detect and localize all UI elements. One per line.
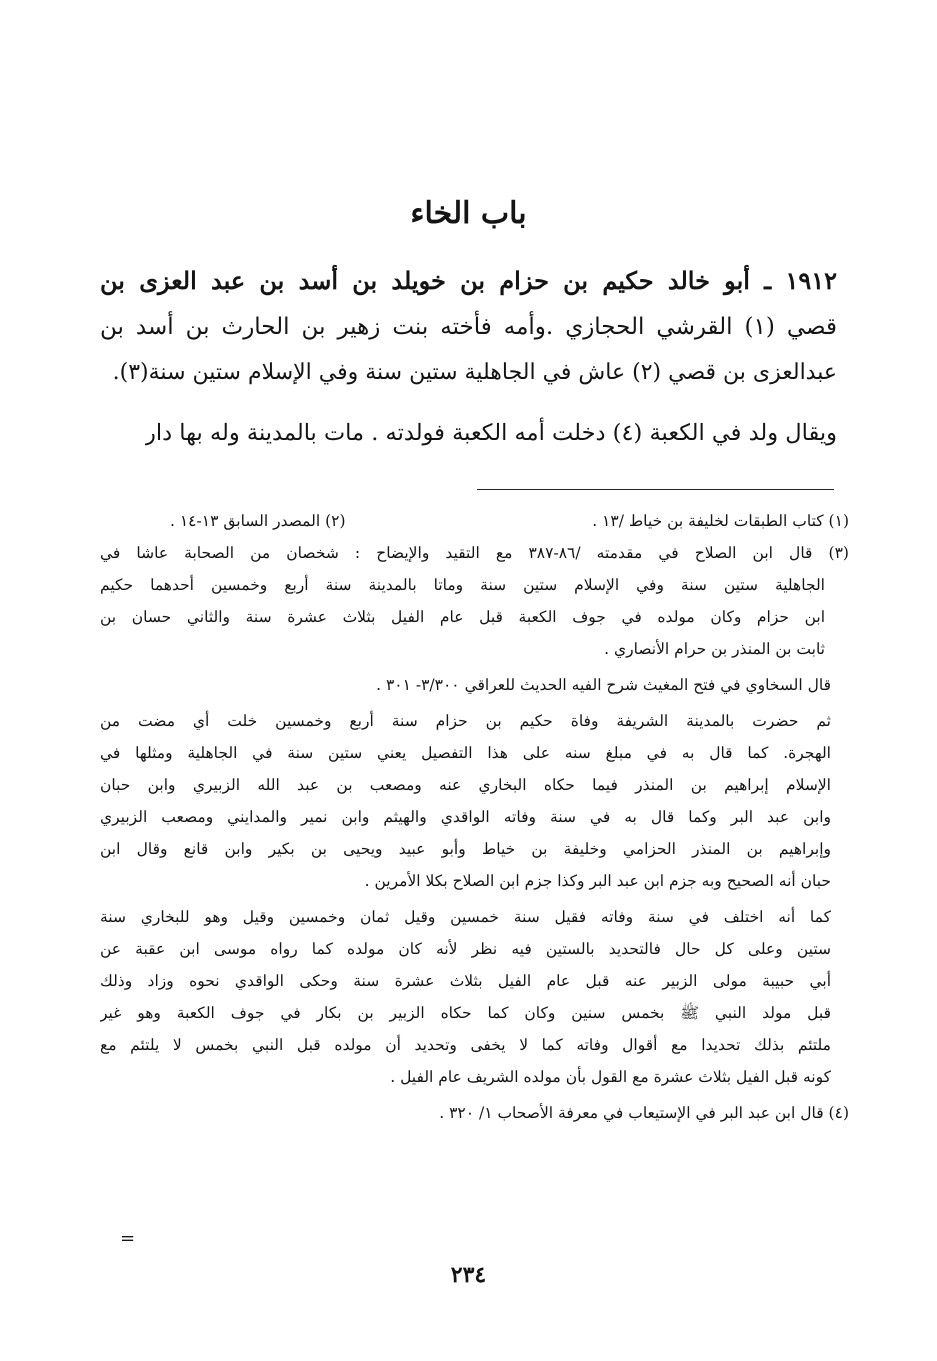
entry-line-1: ١٩١٢ ـ أبو خالد حكيم بن حزام بن خويلد بن أسد بن عبد العزى بن xyxy=(100,266,837,295)
paragraph-2-line: الإسلام إبراهيم بن المنذر فيما حكاه البخاري عنه ومصعب بن عبد الله الزبيري وابن حبان xyxy=(100,776,831,794)
paragraph-3-line: كما أنه اختلف في سنة وفاته فقيل سنة خمسين وقيل ثمان وخمسين وقيل وهو للبخاري سنة xyxy=(100,908,831,926)
footnote-4: (٤) قال ابن عبد البر في الإستيعاب في معرفة الأصحاب ١/ ٣٢٠ . xyxy=(439,1104,849,1122)
footnote-row-1-2 xyxy=(100,505,849,537)
entry-text xyxy=(100,258,837,456)
footnote-3-line: ثابت بن المنذر بن حرام الأنصاري . xyxy=(604,640,825,658)
paragraph-2-line: وابن عبد البر وكما قال به في سنة وفاته الواقدي والهيثم وابن نمير والمدايني ومصعب الزبيري xyxy=(100,808,831,826)
footnote-1: (١) كتاب الطبقات لخليفة بن خياط /١٣ . xyxy=(592,512,849,530)
footnote-3-line: (٣) قال ابن الصلاح في مقدمته /٨٦-٣٨٧ مع التقيد والإيضاح : شخصان من الصحابة عاشا في xyxy=(100,544,849,562)
paragraph-3-line: كونه قبل الفيل بثلاث عشرة مع القول بأن مولده الشريف عام الفيل . xyxy=(390,1068,831,1086)
footnote-2: (٢) المصدر السابق ١٣-١٤ . xyxy=(170,512,346,530)
footnote-3-line: الجاهلية ستين سنة وفي الإسلام ستين سنة وماتا بالمدينة سنة أربع وخمسين أحدهما حكيم xyxy=(100,576,825,594)
paragraph-3-line: أبي حبيبة مولى الزبير عنه قبل عام الفيل بثلاث عشرة سنة وحكى الواقدي نحوه وزاد وذلك xyxy=(100,972,831,990)
entry-line-2: قصي (١) القرشي الحجازي .وأمه فأخته بنت زهير بن الحارث بن أسد بن xyxy=(100,314,837,340)
entry-line-3: عبدالعزى بن قصي (٢) عاش في الجاهلية ستين سنة وفي الإسلام ستين سنة(٣). xyxy=(112,360,837,385)
paragraph-2-line: ثم حضرت بالمدينة الشريفة وفاة حكيم بن حزام سنة أربع وخمسين خلت أي مضت من xyxy=(100,712,831,730)
paragraph-3-line: ستين وعلى كل حال فالتحديد بالستين فيه نظر لأنه كان مولده كما رواه موسى ابن عقبة عن xyxy=(100,940,831,958)
footnote-3-line: ابن حزام وكان مولده في جوف الكعبة قبل عام الفيل بثلاث عشرة سنة والثاني حسان بن xyxy=(100,608,825,626)
paragraph-2-line: الهجرة. كما قال به في مبلغ سنه على هذا التفصيل يعني ستين سنة في الجاهلية ومثلها في xyxy=(100,744,831,762)
continuation-mark: = xyxy=(120,1228,136,1249)
paragraph-3-line: ملتئم بذلك تحديدا مع أقوال وفاته كما لا يخفى وتحديد أن مولده قبل النبي بخمس لا يلتئم مع xyxy=(100,1036,831,1054)
page-number: ٢٣٤ xyxy=(450,1262,487,1288)
paragraph-3-line: قبل مولد النبي ﷺ بخمس سنين وكان كما حكاه الزبير بن بكار في جوف الكعبة وهو غير xyxy=(100,1004,831,1022)
sakhawi-citation: قال السخاوي في فتح المغيث شرح الفيه الحديث للعراقي ٣/٣٠٠- ٣٠١ . xyxy=(376,676,831,694)
paragraph-2-line: وإبراهيم بن المنذر الحزامي وخليفة بن خياط وأبو عبيد ويحيى بن بكير وابن قانع وقال ابن xyxy=(100,840,831,858)
footnote-separator xyxy=(477,489,834,490)
paragraph-2-line: حبان أنه الصحيح وبه جزم ابن عبد البر وكذا جزم ابن الصلاح بكلا الأمرين . xyxy=(364,872,831,890)
footnotes xyxy=(100,505,849,1129)
chapter-title: باب الخاء xyxy=(410,196,527,231)
entry-line-4: ويقال ولد في الكعبة (٤) دخلت أمه الكعبة فولدته . مات بالمدينة وله بها دار xyxy=(145,420,837,446)
